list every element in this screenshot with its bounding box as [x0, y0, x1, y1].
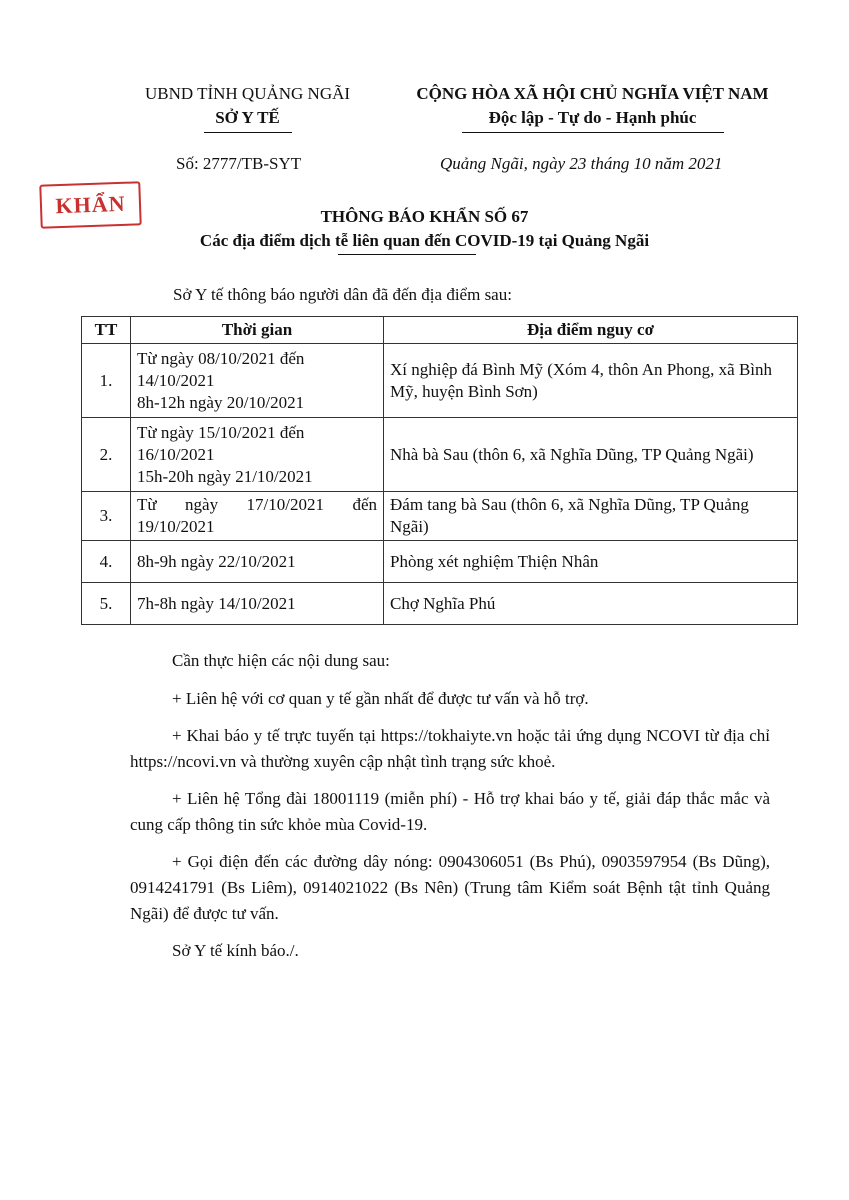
motto: Độc lập - Tự do - Hạnh phúc [488, 108, 697, 127]
province-committee: UBND TỈNH QUẢNG NGÃI [144, 84, 351, 103]
row-place: Đám tang bà Sau (thôn 6, xã Nghĩa Dũng, TP Quảng Ngãi) [384, 492, 798, 541]
time-line: 15h-20h ngày 21/10/2021 [137, 466, 313, 486]
title-sub: Các địa điểm dịch tễ liên quan đến COVID-19 tại Quảng Ngãi [199, 231, 650, 250]
intro-text: Sở Y tế thông báo người dân đã đến địa điểm sau: [173, 285, 512, 304]
instruction-item: + Gọi điện đến các đường dây nóng: 0904306051 (Bs Phú), 0903597954 (Bs Dũng), 0914241791 (Bs Liêm), 0914021022 (Bs Nên) (Trung tâm Kiểm soát Bệnh tật tỉnh Quảng Ngãi) để được tư vấn. [130, 852, 770, 923]
time-line: Từ ngày 17/10/2021 đến 19/10/2021 [137, 495, 377, 536]
row-number: 4. [82, 541, 131, 583]
instruction-item: + Khai báo y tế trực tuyến tại https://tokhaiyte.vn hoặc tải ứng dụng NCOVI từ địa chỉ https://ncovi.vn và thường xuyên cập nhật tình trạng sức khoẻ. [130, 726, 770, 771]
row-number: 5. [82, 583, 131, 625]
table-row [82, 492, 798, 541]
department-underline [204, 132, 292, 133]
national-motto [385, 82, 800, 133]
time-line: Từ ngày 15/10/2021 đến 16/10/2021 [137, 422, 305, 464]
row-number: 2. [82, 418, 131, 492]
row-place: Chợ Nghĩa Phú [384, 583, 798, 625]
table-header-row [82, 317, 798, 344]
row-place: Nhà bà Sau (thôn 6, xã Nghĩa Dũng, TP Quảng Ngãi) [384, 418, 798, 492]
row-time [131, 418, 384, 492]
place-date: Quảng Ngãi, ngày 23 tháng 10 năm 2021 [440, 154, 723, 173]
row-time [131, 344, 384, 418]
table-row [82, 344, 798, 418]
time-line: 7h-8h ngày 14/10/2021 [137, 593, 296, 613]
table-row [82, 418, 798, 492]
col-place: Địa điểm nguy cơ [384, 317, 798, 344]
table-row [82, 583, 798, 625]
instructions-lead: Cần thực hiện các nội dung sau: [172, 651, 390, 670]
instruction-item: + Liên hệ Tổng đài 18001119 (miễn phí) - Hỗ trợ khai báo y tế, giải đáp thắc mắc và cung cấp thông tin sức khỏe mùa Covid-19. [130, 789, 770, 834]
issuing-authority [100, 82, 395, 133]
row-place: Phòng xét nghiệm Thiện Nhân [384, 541, 798, 583]
row-number: 1. [82, 344, 131, 418]
table-row [82, 541, 798, 583]
notice-title [0, 205, 849, 253]
nation-name: CỘNG HÒA XÃ HỘI CHỦ NGHĨA VIỆT NAM [416, 84, 769, 103]
col-time: Thời gian [131, 317, 384, 344]
row-time [131, 541, 384, 583]
title-main: THÔNG BÁO KHẨN SỐ 67 [320, 207, 529, 226]
instruction-item: + Liên hệ với cơ quan y tế gần nhất để được tư vấn và hỗ trợ. [172, 689, 589, 708]
department-name: SỞ Y TẾ [215, 108, 280, 127]
time-line: 8h-12h ngày 20/10/2021 [137, 392, 305, 412]
col-tt: TT [82, 317, 131, 344]
row-place: Xí nghiệp đá Bình Mỹ (Xóm 4, thôn An Phong, xã Bình Mỹ, huyện Bình Sơn) [384, 344, 798, 418]
title-underline [338, 254, 476, 255]
time-line: 8h-9h ngày 22/10/2021 [137, 551, 296, 571]
urgent-stamp: KHẨN [39, 181, 141, 228]
motto-underline [462, 132, 724, 133]
risk-locations-table [81, 316, 798, 625]
time-line: Từ ngày 08/10/2021 đến 14/10/2021 [137, 348, 305, 390]
instructions [130, 648, 770, 975]
document-number: Số: 2777/TB-SYT [176, 154, 302, 173]
row-number: 3. [82, 492, 131, 541]
closing-line: Sở Y tế kính báo./. [172, 941, 299, 960]
row-time [131, 583, 384, 625]
row-time [131, 492, 384, 541]
